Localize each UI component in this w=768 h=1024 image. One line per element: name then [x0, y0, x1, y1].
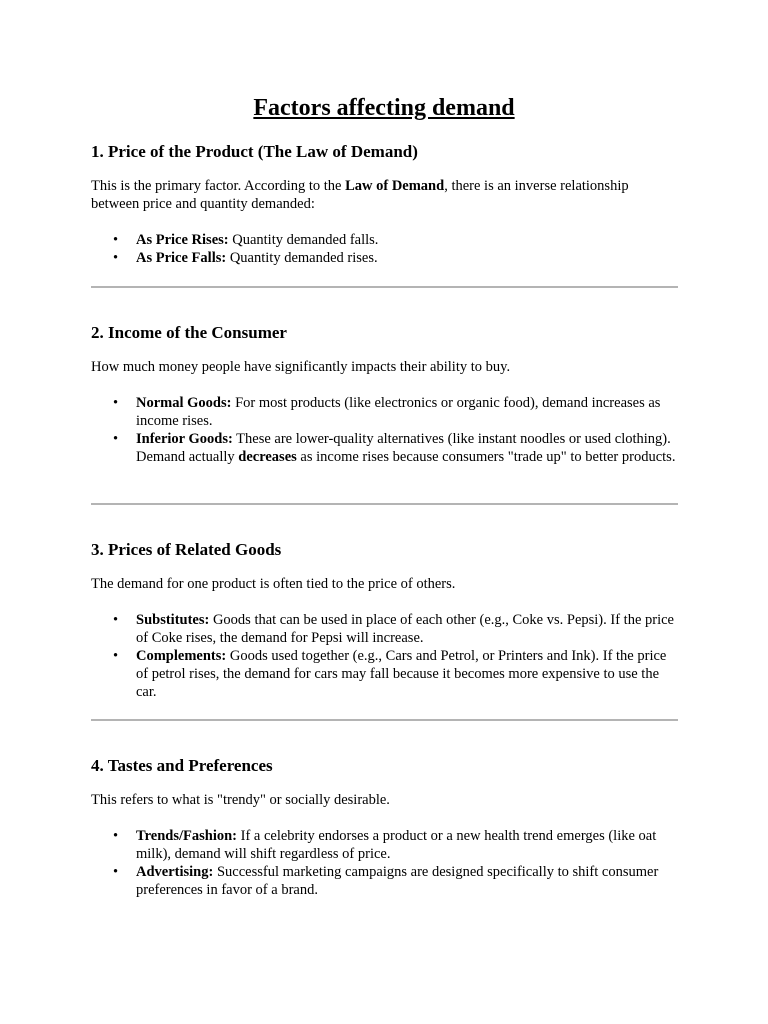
- section-intro: The demand for one product is often tied to the price of others.: [91, 576, 456, 592]
- intro-text: , there is an inverse relationship between price and quantity demanded:: [91, 178, 629, 212]
- list-item: [113, 394, 679, 430]
- section-intro: How much money people have significantly impacts their ability to buy.: [91, 359, 511, 375]
- section-divider: [91, 286, 678, 288]
- list-item: [113, 249, 679, 267]
- section-income-of-consumer: [91, 322, 679, 466]
- bullet-text: Goods that can be used in place of each other (e.g., Coke vs. Pepsi). If the price of Coke rises, the demand for Pepsi will increase.: [136, 612, 674, 646]
- section-prices-of-related-goods: [91, 539, 679, 701]
- section-heading: 1. Price of the Product (The Law of Demand): [91, 142, 418, 161]
- bullet-list: [91, 394, 679, 466]
- section-intro: [91, 177, 679, 213]
- bullet-text: Quantity demanded rises.: [226, 250, 378, 266]
- bullet-term: Complements:: [136, 648, 227, 664]
- bullet-icon: •: [113, 828, 119, 844]
- bullet-icon: •: [113, 250, 119, 266]
- bullet-term: As Price Falls:: [136, 250, 227, 266]
- intro-bold-term: Law of Demand: [345, 178, 445, 194]
- bullet-text: These are lower-quality alternatives (like instant noodles or used clothing). Demand actually: [136, 431, 671, 465]
- list-item: [113, 430, 679, 466]
- bullet-text: Quantity demanded falls.: [228, 232, 379, 248]
- section-price-of-product: [91, 141, 679, 267]
- bullet-icon: •: [113, 232, 119, 248]
- bullet-icon: •: [113, 431, 119, 447]
- section-intro: This refers to what is "trendy" or socially desirable.: [91, 792, 390, 808]
- intro-text: This is the primary factor. According to the: [91, 178, 346, 194]
- document-title: Factors affecting demand: [253, 95, 515, 121]
- bullet-list: [91, 231, 679, 267]
- bullet-text: Goods used together (e.g., Cars and Petrol, or Printers and Ink). If the price of petrol rises, the demand for cars may fall because it becomes more expensive to use the car.: [136, 648, 667, 700]
- bullet-text: For most products (like electronics or organic food), demand increases as income rises.: [136, 395, 661, 429]
- bullet-icon: •: [113, 864, 119, 880]
- section-heading: 2. Income of the Consumer: [91, 323, 287, 342]
- bullet-icon: •: [113, 612, 119, 628]
- bullet-term: Normal Goods:: [136, 395, 232, 411]
- bullet-term: Inferior Goods:: [136, 431, 233, 447]
- bullet-list: [91, 611, 679, 701]
- bullet-term: Advertising:: [136, 864, 214, 880]
- bullet-term: As Price Rises:: [136, 232, 229, 248]
- section-tastes-and-preferences: [91, 755, 679, 899]
- section-divider: [91, 719, 678, 721]
- bullet-text: as income rises because consumers "trade up" to better products.: [296, 449, 676, 465]
- list-item: [113, 647, 679, 701]
- list-item: [113, 611, 679, 647]
- list-item: [113, 827, 679, 863]
- section-heading: 4. Tastes and Preferences: [91, 756, 273, 775]
- bullet-text: Successful marketing campaigns are designed specifically to shift consumer preferences in favor of a brand.: [136, 864, 659, 898]
- section-divider: [91, 503, 678, 505]
- bullet-icon: •: [113, 395, 119, 411]
- bullet-icon: •: [113, 648, 119, 664]
- bullet-term: Substitutes:: [136, 612, 210, 628]
- section-heading: 3. Prices of Related Goods: [91, 540, 282, 559]
- bullet-list: [91, 827, 679, 899]
- bullet-text: If a celebrity endorses a product or a new health trend emerges (like oat milk), demand will shift regardless of price.: [136, 828, 657, 862]
- list-item: [113, 231, 679, 249]
- list-item: [113, 863, 679, 899]
- bullet-term: Trends/Fashion:: [136, 828, 237, 844]
- bullet-bold-term: decreases: [238, 449, 297, 465]
